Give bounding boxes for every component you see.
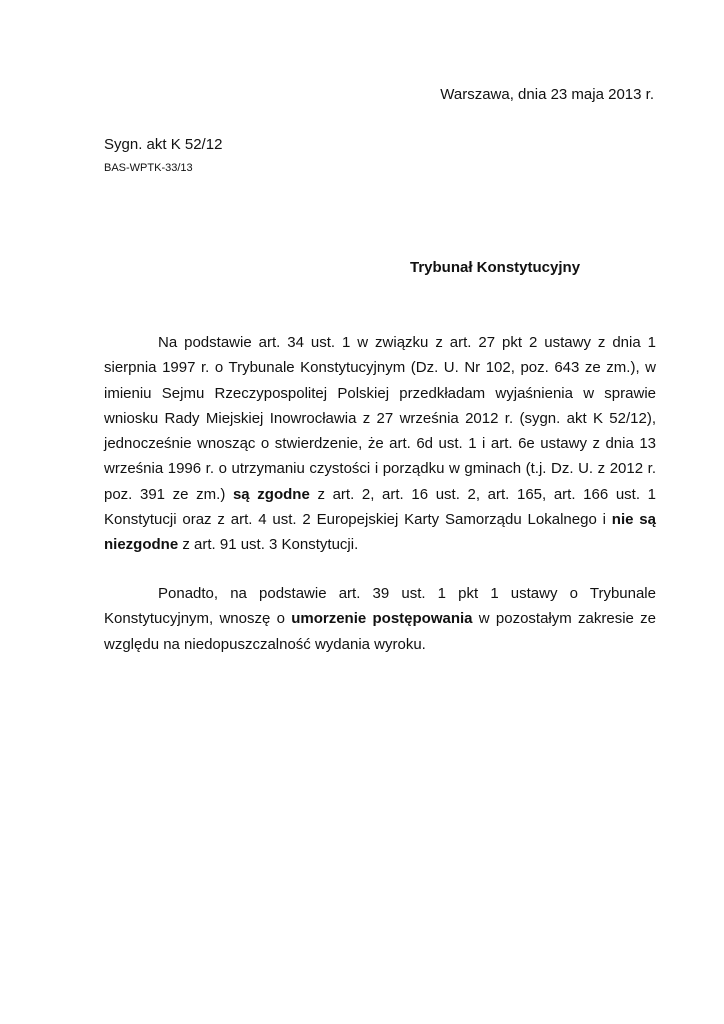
paragraph-1-text-b: z art. 2, art. 16 ust. 2, art. 165, art. 166 ust. 1 Konstytucji oraz z art. 4 ust. 2 Europejskiej Karty Samorządu Lokalnego i [104, 485, 656, 529]
internal-reference: BAS-WPTK-33/13 [104, 162, 193, 174]
addressee: Trybunał Konstytucyjny [410, 259, 581, 276]
paragraph-1-text-a: Na podstawie art. 34 ust. 1 w związku z art. 27 pkt 2 ustawy z dnia 1 sierpnia 1997 r. o Trybunale Konstytucyjnym (Dz. U. Nr 102, poz. 643 ze zm.), w imieniu Sejmu Rzeczypospolitej Polskiej przedkładam wyjaśnienia w sprawie wniosku Rady Miejskiej Inowrocławia z 27 września 2012 r. (sygn. akt K 52/12), jednocześnie wnosząc o stwierdzenie, że art. 6d ust. 1 i art. 6e ustawy z dnia 13 września 1996 r. o utrzymaniu czystości i porządku w gminach (t.j. Dz. U. z 2012 r. poz. 391 ze zm.) [104, 334, 656, 503]
paragraph-2 [104, 581, 656, 657]
paragraph-2-text-b: w pozostałym zakresie ze względu na niedopuszczalność wydania wyroku. [104, 610, 656, 653]
paragraph-1-text-c: z art. 91 ust. 3 Konstytucji. [178, 536, 359, 554]
paragraph-1-bold-a: są zgodne [232, 485, 310, 503]
paragraph-1 [104, 330, 656, 558]
paragraph-2-bold-a: umorzenie postępowania [291, 610, 473, 628]
place-date: Warszawa, dnia 23 maja 2013 r. [440, 86, 654, 103]
paragraph-2-text-a: Ponadto, na podstawie art. 39 ust. 1 pkt 1 ustawy o Trybunale Konstytucyjnym, wnoszę o [104, 585, 656, 628]
paragraph-1-bold-b: nie są niezgodne [104, 511, 656, 554]
case-signature: Sygn. akt K 52/12 [104, 136, 223, 153]
